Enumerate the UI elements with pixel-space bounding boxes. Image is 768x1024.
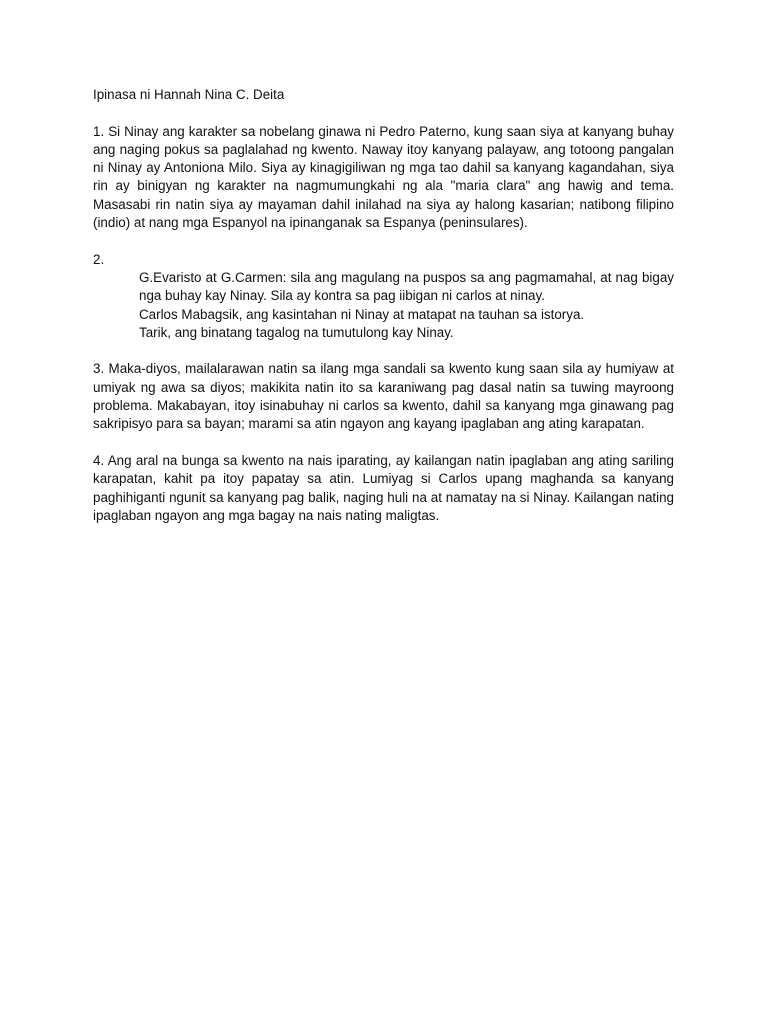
answer-2-list [93,269,674,342]
answer-2-label: 2. [93,251,105,267]
answer-1: 1. Si Ninay ang karakter sa nobelang ginawa ni Pedro Paterno, kung saan siya at kanyang buhay ang naging pokus sa paglalahad ng kwento. Naway itoy kanyang palayaw, ang totoong pangalan ni Ninay ay Antoniona Milo. Siya ay kinagigiliwan ng mga tao dahil sa kanyang kagandahan, siya rin ay binigyan ng karakter na nagmumungkahi ng ala "maria clara" ang hawig and tema. Masasabi rin natin siya ay mayaman dahil inilahad na siya ay halong kasarian; natibong filipino (indio) at nang mga Espanyol na ipinanganak sa Espanya (peninsulares). [93,123,674,231]
list-item [93,306,674,324]
author-line: Ipinasa ni Hannah Nina C. Deita [93,87,285,102]
list-item-text: Tarik, ang binatang tagalog na tumutulong kay Ninay. [139,324,454,340]
list-item [93,324,674,342]
list-item-text: G.Evaristo at G.Carmen: sila ang magulang na puspos sa ang pagmamahal, at nag bigay nga buhay kay Ninay. Sila ay kontra sa pag iibigan ni carlos at ninay. [139,269,674,304]
list-item-text: Carlos Mabagsik, ang kasintahan ni Ninay at matapat na tauhan sa istorya. [139,306,585,322]
answer-4: 4. Ang aral na bunga sa kwento na nais iparating, ay kailangan natin ipaglaban ang ating sariling karapatan, kahit pa itoy papatay sa atin. Lumiyag si Carlos upang maghanda sa kanyang paghihiganti ngunit sa kanyang pag balik, naging huli na at namatay na si Ninay. Kailangan nating ipaglaban ngayon ang mga bagay na nais nating maligtas. [93,452,674,523]
answer-3: 3. Maka-diyos, mailalarawan natin sa ilang mga sandali sa kwento kung saan sila ay humiyaw at umiyak ng awa sa diyos; makikita natin ito sa karaniwang pag dasal natin sa tuwing mayroong problema. Makabayan, itoy isinabuhay ni carlos sa kwento, dahil sa kanyang mga ginawang pag sakripisyo para sa bayan; marami sa atin ngayon ang kayang ipaglaban ang ating karapatan. [93,361,674,432]
document-page [93,86,674,543]
list-item [93,269,674,306]
